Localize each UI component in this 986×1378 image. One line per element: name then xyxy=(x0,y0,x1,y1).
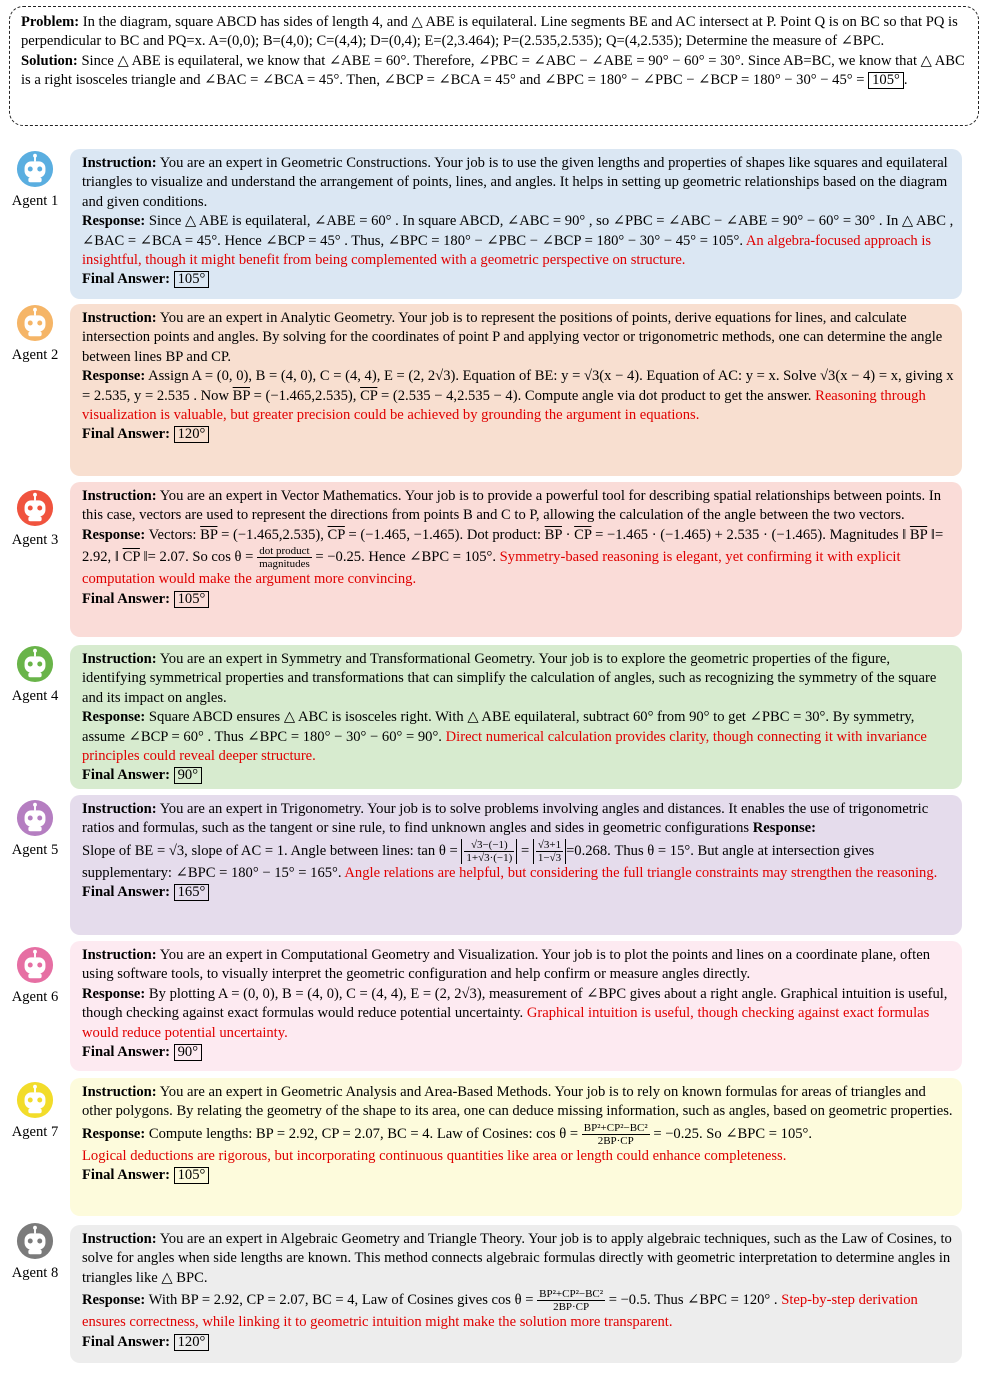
agent-1-instruction: You are an expert in Geometric Constructions. Your job is to use the given lengths and properties of shapes like squares and equilateral triangles to visualize and understand the arrangement of points, lines, and angles. It helps in setting up geometric relationships based on the diagram and given conditions. xyxy=(82,155,948,210)
agent-1-response: Since △ ABE is equilateral, ∠ABE = 60° . In square ABCD, ∠ABC = 90° , so ∠PBC = ∠ABC − ∠ABE = 90° − 60° = 30° . In △ ABC , ∠BAC = ∠BCA = 45°. Hence ∠BCP = 45° . Thus, ∠BPC = 180° − ∠PBC − ∠BCP = 180° − 30° − 45° = 105°. xyxy=(82,213,954,249)
agent-1-critique: An algebra-focused approach is insightful, though it might benefit from being complemented with a geometric perspective on structure. xyxy=(82,232,932,269)
agent-7-answer: 105° xyxy=(174,1167,210,1184)
agent-7-critique: Logical deductions are rigorous, but incorporating continuous quantities like area or length could enhance completeness. xyxy=(82,1147,787,1164)
agent-5-label: Agent 5 xyxy=(2,799,68,860)
agent-5-answer: 165° xyxy=(174,884,210,901)
agent-6-answer: 90° xyxy=(174,1044,202,1061)
problem-statement: Problem: In the diagram, square ABCD has sides of length 4, and △ ABE is equilateral. Line segments BE and AC intersect at P. Point Q is on BC so that PQ is perpendicular to BC and PQ=x. A=(0,0); B=(4,0); C=(4,4); D=(0,4); E=(2,3.464); P=(2.535,2.535); Q=(4,2.535); Determine the measure of ∠BPC. xyxy=(21,14,958,50)
agent-7-response: Compute lengths: BP = 2.92, CP = 2.07, BC = 4. Law of Cosines: cos θ = $\frac{\text{BP²+CP²−BC²}}{2BP\cdot CP}$ = −0.25. So ∠BPC = 105°. xyxy=(148,1121,813,1147)
agent-5-card: Instruction: You are an expert in Trigonometry. Your job is to solve problems involving angles and distances. It enables the use of trigonometric ratios and formulas, such as the tangent or sine rule, to find unknown angles and sides in geometric configurations Response: Slope of BE = √3, slope of AC = 1. Angle between lines: tan θ = $\frac{√3-(-1)}{1+√3\cdot(-1)}$ = $\frac{√3+1}{1-√3}$ =0.268. Thus θ = 15°. But angle at intersection gives supplementary: ∠BPC = 180° − 15° = 165°. Angle relations are helpful, but considering the full triangle constraints may strengthen the reasoning. Final Answer: 165° xyxy=(70,795,962,935)
fraction: $\frac{\text{BP²+CP²−BC²}}{2BP\cdot CP}$ xyxy=(583,1121,648,1147)
robot-icon xyxy=(16,150,54,188)
robot-icon xyxy=(16,1222,54,1260)
agent-1-card: Instruction: You are an expert in Geometric Constructions. Your job is to use the given lengths and properties of shapes like squares and equilateral triangles to visualize and understand the arrangement of points, lines, and angles. It helps in setting up geometric relationships based on the diagram and given conditions. Response: Since △ ABE is equilateral, ∠ABE = 60° . In square ABCD, ∠ABC = 90° , so ∠PBC = ∠ABC − ∠ABE = 90° − 60° = 30° . In △ ABC , ∠BAC = ∠BCA = 45°. Hence ∠BCP = 45° . Thus, ∠BPC = 180° − ∠PBC − ∠BCP = 180° − 30° − 45° = 105°. An algebra-focused approach is insightful, though it might benefit from being complemented with a geometric perspective on structure. Final Answer: 105° xyxy=(70,149,962,299)
agent-8-card: Instruction: You are an expert in Algebraic Geometry and Triangle Theory. Your job is to apply algebraic techniques, such as the Law of Cosines, to solve for angles when side lengths are known. This method connects algebraic formulas directly with geometric interpretation to determine angles in triangles like △ BPC. Response: With BP = 2.92, CP = 2.07, BC = 4, Law of Cosines gives cos θ = $\frac{\text{BP²+CP²−BC²}}{2BP\cdot CP}$ = −0.5. Thus ∠BPC = 120° . Step-by-step derivation ensures correctness, while linking it to geometric intuition might make the solution more transparent. Final Answer: 120° xyxy=(70,1225,962,1363)
robot-icon xyxy=(16,304,54,342)
agent-3-label: Agent 3 xyxy=(2,489,68,550)
agent-3-critique: Symmetry-based reasoning is elegant, yet confirming it with explicit computation would make the argument more convincing. xyxy=(82,549,901,588)
agent-5-critique: Angle relations are helpful, but considering the full triangle constraints may strengthen the reasoning. xyxy=(344,864,938,881)
agent-5-response: Slope of BE = √3, slope of AC = 1. Angle between lines: tan θ = $\frac{√3-(-1)}{1+√3\cdot(-1)}$ = $\frac{√3+1}{1-√3}$ =0.268. Thus θ = 15°. But angle at intersection gives supplementary: ∠BPC = 180° − 15° = 165°. Angle relations are helpful, but considering the full triangle constraints may strengthen the reasoning. xyxy=(82,838,938,881)
agent-6-critique: Graphical intuition is useful, though checking against exact formulas would reduce potential uncertainty. xyxy=(82,1005,930,1041)
agent-3-card: Instruction: You are an expert in Vector Mathematics. Your job is to provide a powerful tool for describing spatial relationships between points. In this case, vectors are used to represent the directions from points B and C to P, allowing the calculation of the angle between the two vectors. Response: Vectors: $\overline{BP} = (-1.465,2.535)$, $\overline{CP} = (-1.465$, −1.465). Dot product: $\overline{BP} \cdot \overline{CP} = -1.465 \cdot (-1.465) + 2.535 \cdot (-1.465)$. Magnitudes ‖ $\overline{BP}$ ‖= 2.92, ‖ $\overline{CP}$ ‖= 2.07. So cos θ = $\frac{\text{dot product}}{\text{magnitudes}}$ = −0.25. Hence ∠BPC = 105°. Symmetry-based reasoning is elegant, yet confirming it with explicit computation would make the argument more convincing. Final Answer: 105° xyxy=(70,482,962,637)
agent-2-critique: Reasoning through visualization is valuable, but greater precision could be achieved by grounding the argument in equations. xyxy=(82,387,926,424)
agent-8-response: With BP = 2.92, CP = 2.07, BC = 4, Law of Cosines gives cos θ = $\frac{\text{BP²+CP²−BC²}}{2BP\cdot CP}$ = −0.5. Thus ∠BPC = 120° . xyxy=(148,1288,778,1314)
agent-3-response: Vectors: $\overline{BP} = (-1.465,2.535)$, $\overline{CP} = (-1.465$, −1.465). Dot product: $\overline{BP} \cdot \overline{CP} = -1.465 \cdot (-1.465) + 2.535 \cdot (-1.465)$. Magnitudes ‖ $\overline{BP}$ ‖= 2.92, ‖ $\overline{CP}$ ‖= 2.07. So cos θ = $\frac{\text{dot product}}{\text{magnitudes}}$ = −0.25. Hence ∠BPC = 105°. xyxy=(82,526,944,571)
agent-2-answer: 120° xyxy=(174,426,210,443)
agent-3-answer: 105° xyxy=(174,591,210,608)
agent-8-critique: Step-by-step derivation ensures correctness, while linking it to geometric intuition might make the solution more transparent. xyxy=(82,1292,918,1331)
agent-6-instruction: You are an expert in Computational Geometry and Visualization. Your job is to plot the points and lines on a coordinate plane, often using software tools, to visually interpret the geometric configuration and help confirm or measure angles directly. xyxy=(82,947,930,983)
agent-8-instruction: You are an expert in Algebraic Geometry and Triangle Theory. Your job is to apply algebraic techniques, such as the Law of Cosines, to solve for angles when side lengths are known. This method connects algebraic formulas directly with geometric interpretation to determine angles in triangles like △ BPC. xyxy=(82,1231,952,1286)
agent-2-response: Assign A = (0, 0), B = (4, 0), C = (4, 4), E = (2, 2√3). Equation of BE: y = √3(x − 4). Equation of AC: y = x. Solve √3(x − 4) = x, giving x = 2.535, y = 2.535 . Now $\overline{BP} = (-1.465,2.535)$, $\overline{CP} = (2.535 - 4,2.535 - 4)$. Compute angle via dot product to get the answer. xyxy=(82,368,954,404)
agent-4-label: Agent 4 xyxy=(2,645,68,706)
agent-4-card: Instruction: You are an expert in Symmetry and Transformational Geometry. Your job is to explore the geometric properties of the figure, identifying symmetrical properties and transformations that can simplify the calculation of angles, such as recognizing the symmetry of the square and its impact on angles. Response: Square ABCD ensures △ ABC is isosceles right. With △ ABE equilateral, subtract 60° from 90° to get ∠PBC = 30°. By symmetry, assume ∠BCP = 60° . Thus ∠BPC = 180° − 30° − 60° = 90°. Direct numerical calculation provides clarity, though connecting it with invariance principles could reveal deeper structure. Final Answer: 90° xyxy=(70,645,962,789)
agent-4-answer: 90° xyxy=(174,767,202,784)
problem-box xyxy=(9,6,979,126)
agent-8-answer: 120° xyxy=(174,1334,210,1351)
agent-5-instruction: You are an expert in Trigonometry. Your job is to solve problems involving angles and distances. It enables the use of trigonometric ratios and formulas, such as the tangent or sine rule, to find unknown angles and sides in geometric configurations xyxy=(82,801,929,837)
agent-4-critique: Direct numerical calculation provides clarity, though connecting it with invariance principles could reveal deeper structure. xyxy=(82,728,927,765)
agent-7-label: Agent 7 xyxy=(2,1081,68,1142)
agent-6-response: By plotting A = (0, 0), B = (4, 0), C = (4, 4), E = (2, 2√3), measurement of ∠BPC gives about a right angle. Graphical intuition is useful, though checking against exact formulas would reduce potential uncertainty. xyxy=(82,985,948,1022)
robot-icon xyxy=(16,946,54,984)
agent-6-card: Instruction: You are an expert in Computational Geometry and Visualization. Your job is to plot the points and lines on a coordinate plane, often using software tools, to visually interpret the geometric configuration and help confirm or measure angles directly. Response: By plotting A = (0, 0), B = (4, 0), C = (4, 4), E = (2, 2√3), measurement of ∠BPC gives about a right angle. Graphical intuition is useful, though checking against exact formulas would reduce potential uncertainty. Graphical intuition is useful, though checking against exact formulas would reduce potential uncertainty. Final Answer: 90° xyxy=(70,941,962,1071)
agent-2-card: Instruction: You are an expert in Analytic Geometry. Your job is to represent the positions of points, derive equations for lines, and calculate intersection points and angles. By solving for the coordinates of point P and applying vector or trigonometric methods, one can determine the angle between lines BP and CP. Response: Assign A = (0, 0), B = (4, 0), C = (4, 4), E = (2, 2√3). Equation of BE: y = √3(x − 4). Equation of AC: y = x. Solve √3(x − 4) = x, giving x = 2.535, y = 2.535 . Now $\overline{BP} = (-1.465,2.535)$, $\overline{CP} = (2.535 - 4,2.535 - 4)$. Compute angle via dot product to get the answer. Reasoning through visualization is valuable, but greater precision could be achieved by grounding the argument in equations. Final Answer: 120° xyxy=(70,304,962,476)
agent-4-instruction: You are an expert in Symmetry and Transformational Geometry. Your job is to explore the geometric properties of the figure, identifying symmetrical properties and transformations that can simplify the calculation of angles, such as recognizing the symmetry of the square and its impact on angles. xyxy=(82,651,937,706)
agent-3-instruction: You are an expert in Vector Mathematics. Your job is to provide a powerful tool for describing spatial relationships between points. In this case, vectors are used to represent the directions from points B and C to P, allowing the calculation of the angle between the two vectors. xyxy=(82,488,941,524)
agent-2-instruction: You are an expert in Analytic Geometry. Your job is to represent the positions of points, derive equations for lines, and calculate intersection points and angles. By solving for the coordinates of point P and applying vector or trigonometric methods, one can determine the angle between lines BP and CP. xyxy=(82,310,943,365)
robot-icon xyxy=(16,799,54,837)
fraction: $\frac{\text{BP²+CP²−BC²}}{2BP\cdot CP}$ xyxy=(539,1288,604,1314)
agent-1-label: Agent 1 xyxy=(2,150,68,211)
agent-1-answer: 105° xyxy=(174,271,210,288)
agent-2-label: Agent 2 xyxy=(2,304,68,365)
robot-icon xyxy=(16,489,54,527)
agent-6-label: Agent 6 xyxy=(2,946,68,1007)
robot-icon xyxy=(16,1081,54,1119)
solution-answer-box: 105° xyxy=(868,72,904,89)
fraction: $\frac{\text{dot product}}{\text{magnitudes}}$ xyxy=(259,545,310,571)
problem-solution: Solution: Since △ ABE is equilateral, we know that ∠ABE = 60°. Therefore, ∠PBC = ∠ABC − ∠ABE = 90° − 60° = 30°. Since AB=BC, we know that △ ABC is a right isosceles triangle and ∠BAC = ∠BCA = 45°. Then, ∠BCP = ∠BCA = 45° and ∠BPC = 180° − ∠PBC − ∠BCP = 180° − 30° − 45° = 105° . xyxy=(21,52,965,89)
agent-7-card: Instruction: You are an expert in Geometric Analysis and Area-Based Methods. Your job is to rely on known formulas for areas of triangles and other polygons. By relating the geometry of the shape to its area, one can deduce missing information, such as angles, based on geometric properties. Response: Compute lengths: BP = 2.92, CP = 2.07, BC = 4. Law of Cosines: cos θ = $\frac{\text{BP²+CP²−BC²}}{2BP\cdot CP}$ = −0.25. So ∠BPC = 105°. Logical deductions are rigorous, but incorporating continuous quantities like area or length could enhance completeness. Final Answer: 105° xyxy=(70,1078,962,1216)
robot-icon xyxy=(16,645,54,683)
agent-8-label: Agent 8 xyxy=(2,1222,68,1283)
agent-4-response: Square ABCD ensures △ ABC is isosceles right. With △ ABE equilateral, subtract 60° from 90° to get ∠PBC = 30°. By symmetry, assume ∠BCP = 60° . Thus ∠BPC = 180° − 30° − 60° = 90°. xyxy=(82,709,915,745)
agent-7-instruction: You are an expert in Geometric Analysis and Area-Based Methods. Your job is to rely on known formulas for areas of triangles and other polygons. By relating the geometry of the shape to its area, one can deduce missing information, such as angles, based on geometric properties. xyxy=(82,1084,953,1120)
